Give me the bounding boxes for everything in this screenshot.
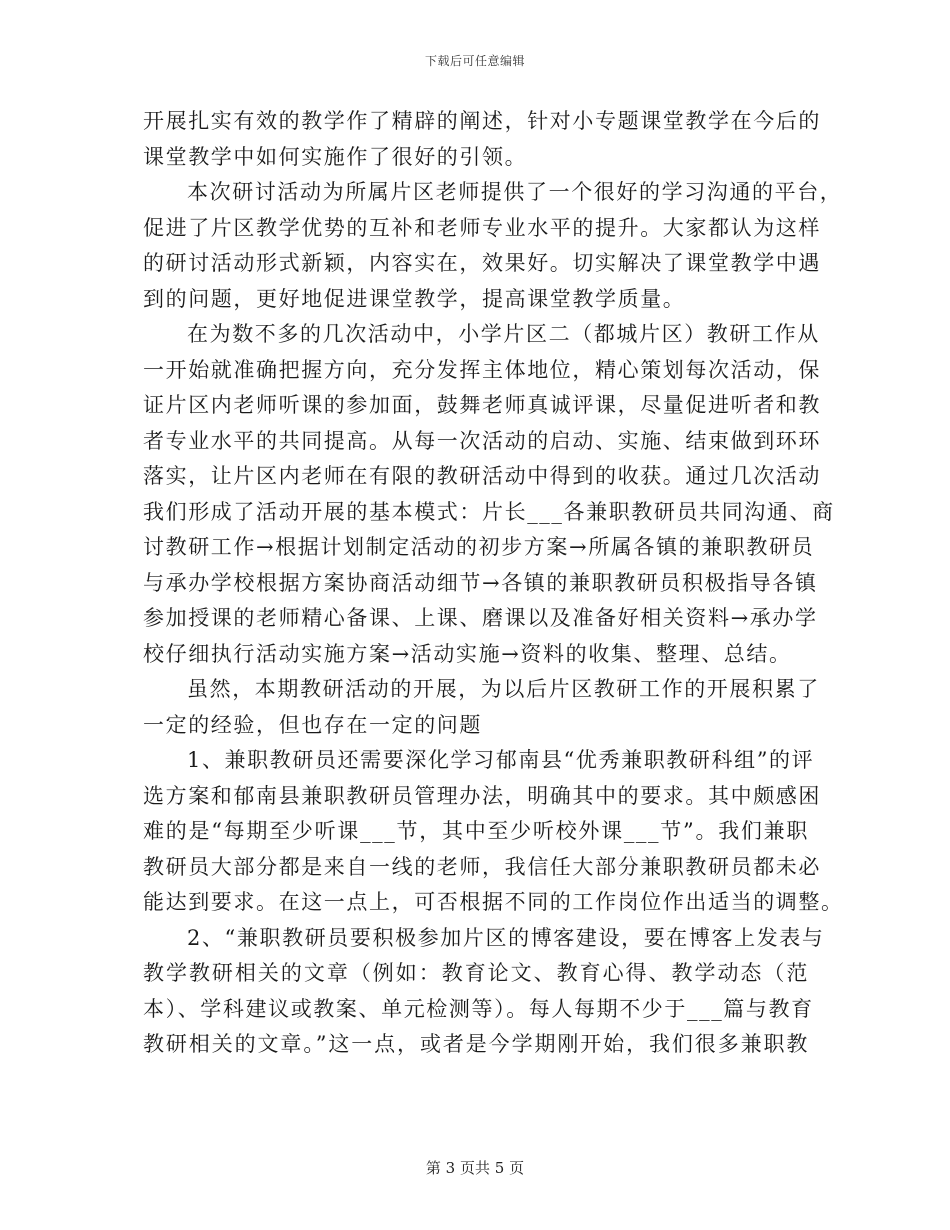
text-line: 能达到要求。在这一点上，可否根据不同的工作岗位作出适当的调整。 — [143, 890, 844, 914]
paragraph-5 — [143, 743, 844, 921]
text-line: 的研讨活动形式新颖，内容实在，效果好。切实解决了课堂教学中遇 — [143, 251, 821, 275]
text-line: 我们形成了活动开展的基本模式：片长___各兼职教研员共同沟通、商 — [143, 499, 835, 524]
paragraph-4 — [143, 672, 820, 743]
document-body — [143, 104, 844, 1063]
text-line: 参加授课的老师精心备课、上课、磨课以及准备好相关资料→承办学 — [143, 606, 818, 630]
text-line: 落实，让片区内老师在有限的教研活动中得到的收获。通过几次活动 — [143, 464, 821, 488]
text-line: 与承办学校根据方案协商活动细节→各镇的兼职教研员积极指导各镇 — [143, 570, 818, 595]
text-line: 本次研讨活动为所属片区老师提供了一个很好的学习沟通的平台， — [187, 180, 843, 204]
paragraph-6 — [143, 921, 825, 1063]
text-line: 选方案和郁南县兼职教研员管理办法，明确其中的要求。其中颇感困 — [143, 783, 821, 808]
paragraph-3 — [143, 317, 835, 672]
text-line: 一开始就准确把握方向，充分发挥主体地位，精心策划每次活动，保 — [143, 357, 821, 382]
text-line: 本）、学科建议或教案、单元检测等）。每人每期不少于___篇与教育 — [143, 996, 814, 1021]
text-line: 课堂教学中如何实施作了很好的引领。 — [143, 144, 528, 169]
text-line: 2、“兼职教研员要积极参加片区的博客建设，要在博客上发表与 — [187, 925, 825, 950]
text-line: 难的是“每期至少听课___节，其中至少听校外课___节”。我们兼职 — [143, 819, 809, 843]
text-line: 校仔细执行活动实施方案→活动实施→资料的收集、整理、总结。 — [143, 641, 792, 666]
text-line: 教研相关的文章。”这一点，或者是今学期刚开始，我们很多兼职教 — [143, 1032, 809, 1056]
text-line: 1、兼职教研员还需要深化学习郁南县“优秀兼职教研科组”的评 — [187, 748, 815, 772]
text-line: 者专业水平的共同提高。从每一次活动的启动、实施、结束做到环环 — [143, 428, 821, 453]
text-line: 教学教研相关的文章（例如：教育论文、教育心得、教学动态（范 — [143, 961, 809, 985]
text-line: 开展扎实有效的教学作了精辟的阐述，针对小专题课堂教学在今后的 — [143, 109, 821, 133]
text-line: 教研员大部分都是来自一线的老师，我信任大部分兼职教研员都未必 — [143, 854, 821, 879]
text-line: 证片区内老师听课的参加面，鼓舞老师真诚评课，尽量促进听者和教 — [143, 393, 821, 417]
paragraph-2 — [143, 175, 843, 317]
text-line: 讨教研工作→根据计划制定活动的初步方案→所属各镇的兼职教研员 — [143, 535, 815, 559]
paragraph-1 — [143, 104, 821, 175]
page-header: 下载后可任意编辑 — [424, 54, 525, 68]
text-line: 促进了片区教学优势的互补和老师专业水平的提升。大家都认为这样 — [143, 215, 821, 240]
text-line: 一定的经验，但也存在一定的问题 — [143, 712, 482, 737]
text-line: 虽然，本期教研活动的开展，为以后片区教研工作的开展积累了 — [187, 677, 820, 701]
page-footer: 第 3 页共 5 页 — [425, 1159, 525, 1177]
text-line: 到的问题，更好地促进课堂教学，提高课堂教学质量。 — [143, 286, 686, 311]
text-line: 在为数不多的几次活动中，小学片区二（都城片区）教研工作从 — [187, 322, 820, 346]
